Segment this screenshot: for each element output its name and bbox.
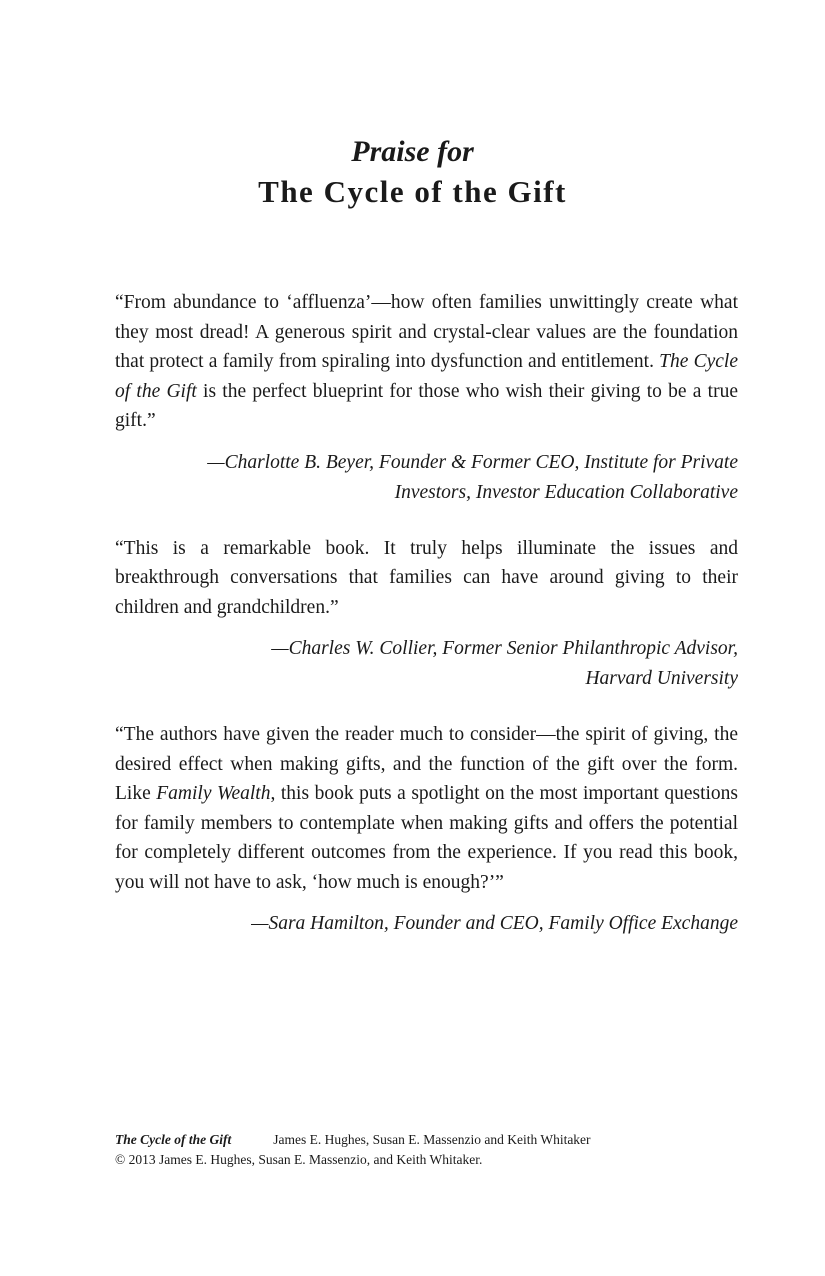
copyright-footer bbox=[115, 1130, 755, 1169]
attribution-2: —Charles W. Collier, Former Senior Philanthropic Advisor, Harvard University bbox=[271, 638, 738, 689]
quote-1 bbox=[115, 288, 738, 436]
quote-1-book-title: The Cycle of the Gift bbox=[115, 351, 739, 402]
quote-1-text-cont: is the perfect blueprint for those who wish their giving to be a true gift.” bbox=[115, 380, 738, 431]
quote-2-text: “This is a remarkable book. It truly helps illuminate the issues and breakthrough conversations that families can have around giving to their children and grandchildren.” bbox=[115, 537, 738, 618]
praise-quotes-section bbox=[115, 288, 738, 965]
footer-credit-line bbox=[115, 1130, 755, 1150]
quote-3-text: “The authors have given the reader much to consider—the spirit of giving, the desired effect when making gifts, and the function of the gift over the form. Like bbox=[115, 724, 738, 804]
footer-book-title: The Cycle of the Gift bbox=[115, 1132, 232, 1147]
book-title-heading: The Cycle of the Gift bbox=[258, 173, 567, 209]
quote-3 bbox=[115, 720, 738, 897]
quote-3-book-title: Family Wealth bbox=[156, 783, 271, 804]
page-title-block bbox=[0, 0, 825, 212]
quote-2 bbox=[115, 534, 738, 623]
quote-3-text-cont: , this book puts a spotlight on the most important questions for family members to contemplate when making gifts and offers the potential for completely different outcomes from the experience. If you read this book, you will not have to ask, ‘how much is enough?’” bbox=[115, 783, 738, 893]
quote-1-text: “From abundance to ‘affluenza’—how often families unwittingly create what they most dread! A generous spirit and crystal-clear values are the foundation that protect a family from spiraling into dysfunction and entitlement. bbox=[115, 292, 738, 372]
footer-copyright-line: © 2013 James E. Hughes, Susan E. Massenzio, and Keith Whitaker. bbox=[115, 1151, 483, 1167]
footer-authors: James E. Hughes, Susan E. Massenzio and Keith Whitaker bbox=[273, 1132, 591, 1147]
attribution-3: —Sara Hamilton, Founder and CEO, Family Office Exchange bbox=[251, 913, 738, 934]
attribution-1: —Charlotte B. Beyer, Founder & Former CEO, Institute for Private Investors, Investor Education Collaborative bbox=[207, 451, 738, 503]
praise-for-heading: Praise for bbox=[351, 135, 474, 168]
